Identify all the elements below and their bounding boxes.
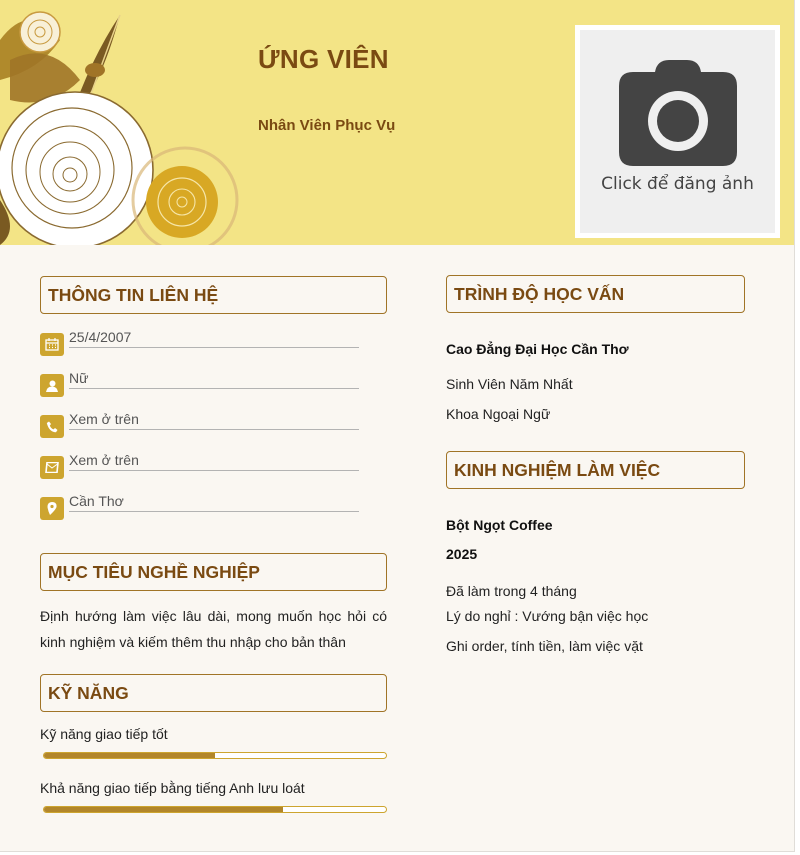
- floral-decoration-icon: [0, 0, 240, 245]
- skill-progress-fill: [44, 753, 215, 758]
- email-field[interactable]: Xem ở trên: [69, 451, 359, 471]
- skill-progress-fill: [44, 807, 283, 812]
- contact-section-title[interactable]: THÔNG TIN LIÊN HỆ: [40, 276, 387, 314]
- education-section-title[interactable]: TRÌNH ĐỘ HỌC VẤN: [446, 275, 745, 313]
- address-field[interactable]: Cần Thơ: [69, 492, 359, 512]
- desired-position[interactable]: Nhân Viên Phục Vụ: [258, 117, 396, 134]
- upload-photo-label: Click để đăng ảnh: [601, 174, 754, 194]
- candidate-name[interactable]: ỨNG VIÊN: [258, 44, 389, 74]
- experience-section-title[interactable]: KINH NGHIỆM LÀM VIỆC: [446, 451, 745, 489]
- right-column: [446, 275, 745, 654]
- education-school[interactable]: Cao Đẳng Đại Học Cần Thơ: [446, 341, 629, 357]
- experience-detail[interactable]: Ghi order, tính tiền, làm việc vặt: [446, 638, 643, 654]
- objective-text[interactable]: Định hướng làm việc lâu dài, mong muốn học hỏi có kinh nghiệm và kiếm thêm thu nhập cho bản thân: [40, 608, 387, 650]
- cv-header: [0, 0, 795, 245]
- experience-year[interactable]: 2025: [446, 546, 478, 562]
- contact-row-email: [40, 451, 387, 492]
- user-icon: [40, 374, 64, 397]
- upload-photo-button[interactable]: [575, 25, 780, 238]
- contact-row-address: [40, 492, 387, 533]
- camera-icon: [619, 60, 737, 166]
- left-column: [40, 276, 387, 813]
- contact-list: [40, 328, 387, 533]
- skill-label[interactable]: Khả năng giao tiếp bằng tiếng Anh lưu loát: [40, 780, 305, 796]
- education-detail[interactable]: Sinh Viên Năm Nhất: [446, 376, 573, 392]
- phone-icon: [40, 415, 64, 438]
- skill-label[interactable]: Kỹ năng giao tiếp tốt: [40, 726, 168, 742]
- contact-row-birthday: [40, 328, 387, 369]
- skill-progress-bar[interactable]: [43, 752, 387, 759]
- education-detail[interactable]: Khoa Ngoại Ngữ: [446, 406, 551, 422]
- objective-section-title[interactable]: MỤC TIÊU NGHỀ NGHIỆP: [40, 553, 387, 591]
- contact-row-phone: [40, 410, 387, 451]
- experience-company[interactable]: Bột Ngọt Coffee: [446, 517, 553, 533]
- experience-detail[interactable]: Lý do nghỉ : Vướng bận việc học: [446, 608, 649, 624]
- contact-row-gender: [40, 369, 387, 410]
- experience-detail[interactable]: Đã làm trong 4 tháng: [446, 583, 577, 599]
- gender-field[interactable]: Nữ: [69, 369, 359, 389]
- skills-section-title[interactable]: KỸ NĂNG: [40, 674, 387, 712]
- birthday-field[interactable]: 25/4/2007: [69, 328, 359, 348]
- photo-placeholder[interactable]: [580, 30, 775, 233]
- skill-progress-bar[interactable]: [43, 806, 387, 813]
- calendar-icon: [40, 333, 64, 356]
- email-icon: [40, 456, 64, 479]
- location-icon: [40, 497, 64, 520]
- phone-field[interactable]: Xem ở trên: [69, 410, 359, 430]
